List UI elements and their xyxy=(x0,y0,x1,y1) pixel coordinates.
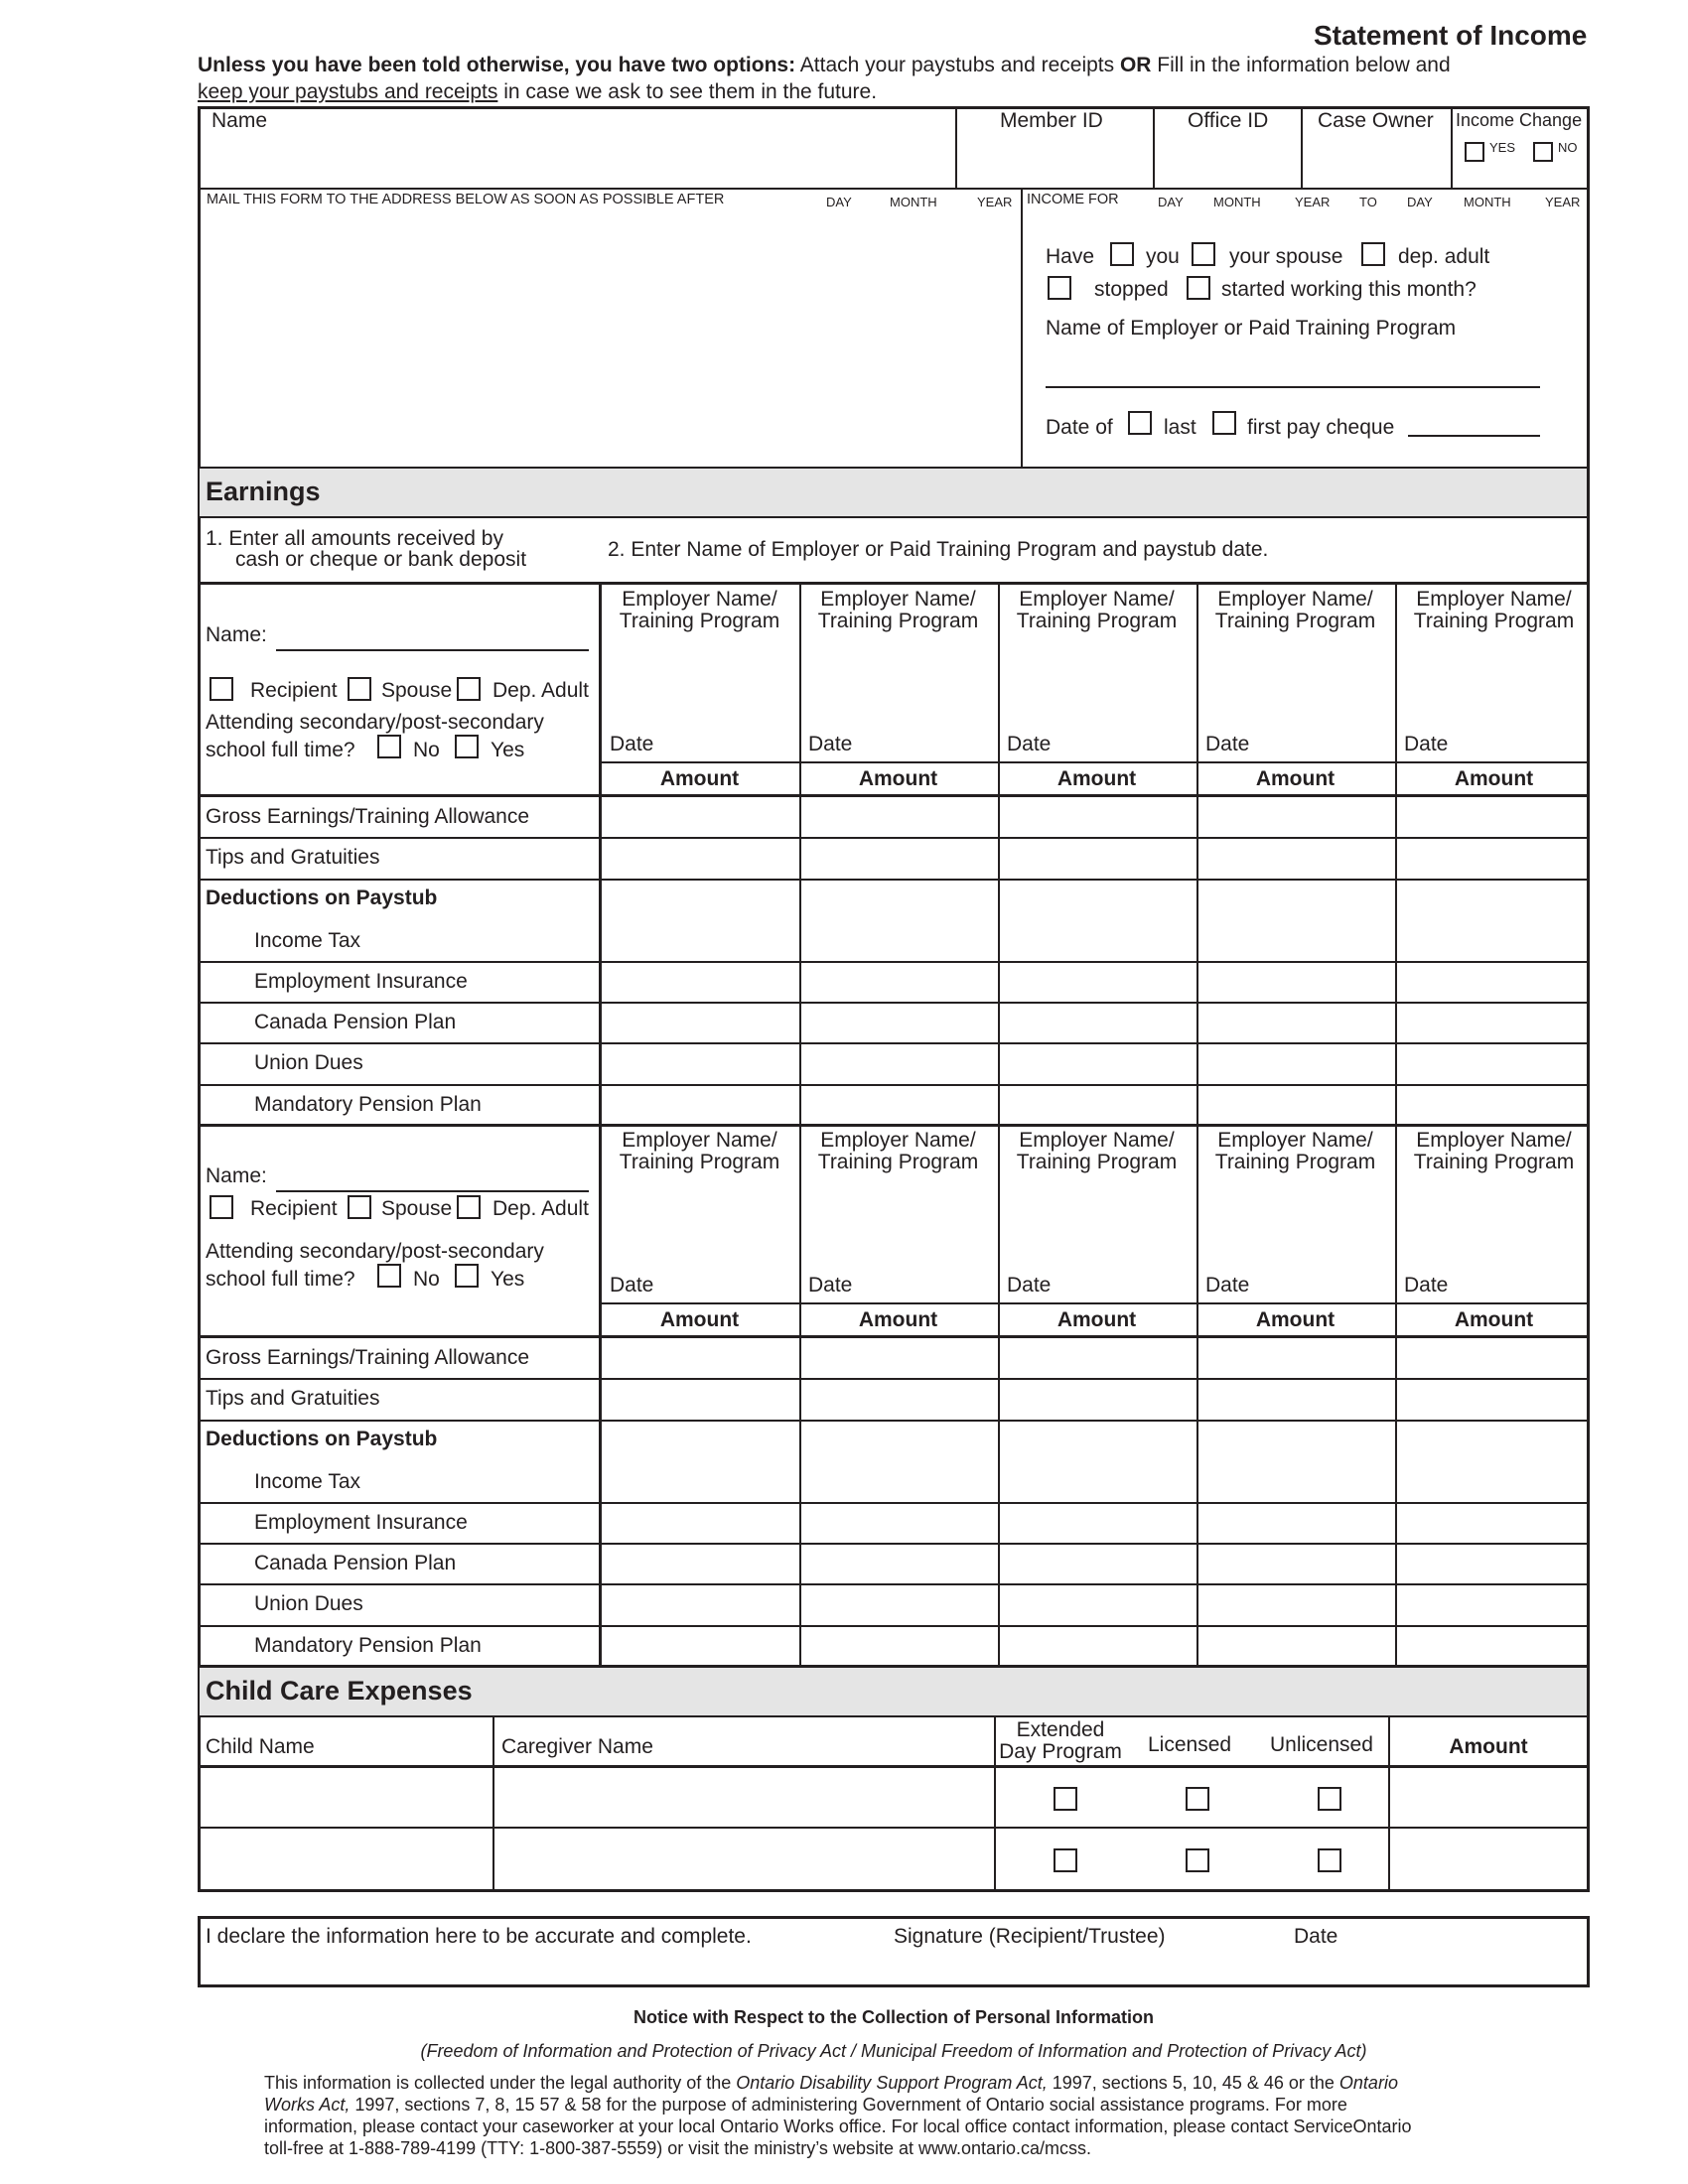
divider-case-income xyxy=(1451,106,1453,190)
block1-gross-earnings-amount-1[interactable] xyxy=(604,799,792,836)
block1-date-label-4: Date xyxy=(1205,733,1250,755)
block1-employer-name-field-2[interactable] xyxy=(802,635,990,691)
block2-employer-header-3-line1: Employer Name/ xyxy=(1019,1129,1175,1152)
block2-employer-header-4-line1: Employer Name/ xyxy=(1217,1129,1373,1152)
mail-year-label: YEAR xyxy=(977,195,1013,209)
block1-employer-name-field-1[interactable] xyxy=(604,635,791,691)
block2-employer-name-field-1[interactable] xyxy=(604,1176,791,1232)
block2-attending-no-checkbox[interactable] xyxy=(377,1264,401,1288)
notice-p1c: 1997, sections 5, 10, 45 & 46 or the xyxy=(1047,2073,1339,2093)
block2-union-dues-amount-5[interactable] xyxy=(1398,1586,1587,1623)
child-name-header: Child Name xyxy=(206,1735,315,1758)
pay-cheque-date-line[interactable] xyxy=(1408,435,1540,437)
intro-line2-rest: in case we ask to see them in the future. xyxy=(497,80,878,103)
childcare-bottom xyxy=(198,1889,1590,1892)
block2-employer-header-4-line2: Training Program xyxy=(1214,1151,1376,1173)
block1-dep-adult-label: Dep. Adult xyxy=(492,679,589,702)
block2-recipient-label: Recipient xyxy=(250,1197,338,1220)
intro-rest-1: Attach your paystubs and receipts xyxy=(795,54,1120,76)
income-for-month-label: MONTH xyxy=(1213,195,1261,209)
block1-employer-header-5-line1: Employer Name/ xyxy=(1416,588,1572,611)
office-id-label: Office ID xyxy=(1188,109,1269,132)
block2-amount-header-5: Amount xyxy=(1454,1308,1534,1331)
block2-tips-gratuities-amount-5[interactable] xyxy=(1398,1381,1587,1418)
block1-canada-pension-plan-amount-1[interactable] xyxy=(604,1005,792,1041)
block2-name-label: Name: xyxy=(206,1164,267,1187)
block2-spouse-checkbox[interactable] xyxy=(348,1195,371,1219)
block2-deductions-on-paystub-label: Deductions on Paystub xyxy=(206,1428,438,1450)
block1-bottom-line xyxy=(198,1124,1590,1127)
block1-employer-header-4-line1: Employer Name/ xyxy=(1217,588,1373,611)
stopped-label: stopped xyxy=(1094,278,1169,301)
block1-date-label-5: Date xyxy=(1404,733,1449,755)
block2-canada-pension-plan-amount-4[interactable] xyxy=(1199,1546,1388,1582)
block1-attending-yes-label: Yes xyxy=(491,739,525,761)
block2-date-field-1[interactable] xyxy=(660,1268,790,1297)
signature-label: Signature (Recipient/Trustee) xyxy=(894,1925,1166,1948)
income-for-to-label: TO xyxy=(1359,195,1377,209)
mail-month-label: MONTH xyxy=(890,195,937,209)
first-pay-checkbox[interactable] xyxy=(1212,411,1236,435)
block2-employment-insurance-label: Employment Insurance xyxy=(254,1511,468,1534)
block1-gross-earnings-row-bottom xyxy=(198,837,1590,839)
block2-income-tax-amount-1[interactable] xyxy=(604,1463,792,1500)
block2-canada-pension-plan-amount-2[interactable] xyxy=(802,1546,991,1582)
intro-bold: Unless you have been told otherwise, you have two options: xyxy=(198,54,796,76)
name-label: Name xyxy=(211,109,268,132)
block2-amount-header-2: Amount xyxy=(858,1308,938,1331)
block1-union-dues-amount-2[interactable] xyxy=(802,1045,991,1082)
block2-employer-name-field-5[interactable] xyxy=(1398,1176,1586,1232)
block1-employer-header-2-line1: Employer Name/ xyxy=(820,588,976,611)
block1-date-label-3: Date xyxy=(1007,733,1052,755)
block1-employment-insurance-amount-2[interactable] xyxy=(802,964,991,1001)
earnings-instructions-bottom xyxy=(198,582,1590,585)
block1-gross-earnings-amount-5[interactable] xyxy=(1398,799,1587,836)
block1-union-dues-amount-4[interactable] xyxy=(1199,1045,1388,1082)
block2-gross-earnings-amount-1[interactable] xyxy=(604,1340,792,1377)
intro-line-1 xyxy=(198,54,1451,77)
block1-income-tax-row-bottom xyxy=(198,961,1590,963)
block1-employer-name-field-4[interactable] xyxy=(1199,635,1387,691)
income-for-day-label: DAY xyxy=(1158,195,1184,209)
unlicensed-checkbox-1[interactable] xyxy=(1318,1787,1341,1811)
block1-employer-header-1-line1: Employer Name/ xyxy=(622,588,777,611)
block1-income-tax-amount-4[interactable] xyxy=(1199,922,1388,959)
block2-tips-gratuities-row-bottom xyxy=(198,1420,1590,1422)
notice-line-4: toll-free at 1-888-789-4199 (TTY: 1-800-387-5559) or visit the ministry’s website at www.ontario.ca/mcss. xyxy=(264,2138,1092,2158)
last-label: last xyxy=(1164,416,1196,439)
date-of-label: Date of xyxy=(1046,416,1113,439)
income-change-yes-checkbox[interactable] xyxy=(1465,142,1484,162)
block1-date-field-5[interactable] xyxy=(1455,727,1585,756)
employer-name-line[interactable] xyxy=(1046,386,1540,388)
block2-attending-yes-checkbox[interactable] xyxy=(455,1264,479,1288)
block2-tips-gratuities-amount-4[interactable] xyxy=(1199,1381,1388,1418)
id-row-bottom xyxy=(198,188,1590,190)
block2-employment-insurance-amount-3[interactable] xyxy=(1001,1505,1190,1542)
block2-income-tax-row-bottom xyxy=(198,1502,1590,1504)
block1-canada-pension-plan-label: Canada Pension Plan xyxy=(254,1011,457,1033)
notice-p1a: This information is collected under the legal authority of the xyxy=(264,2073,737,2093)
block1-employer-header-5-line2: Training Program xyxy=(1413,610,1575,632)
block1-recipient-checkbox[interactable] xyxy=(210,677,233,701)
block2-employer-header-5-line2: Training Program xyxy=(1413,1151,1575,1173)
block1-tips-gratuities-amount-4[interactable] xyxy=(1199,840,1388,877)
earnings-instruction-1a: 1. Enter all amounts received by xyxy=(206,527,503,550)
block2-amount-header-1: Amount xyxy=(659,1308,740,1331)
block1-amount-header-5: Amount xyxy=(1454,767,1534,790)
block2-date-field-2[interactable] xyxy=(859,1268,989,1297)
declaration-text: I declare the information here to be accurate and complete. xyxy=(206,1925,752,1948)
block2-union-dues-label: Union Dues xyxy=(254,1592,363,1615)
have-spouse-checkbox[interactable] xyxy=(1192,242,1215,266)
block2-date-label-3: Date xyxy=(1007,1274,1052,1297)
block2-union-dues-amount-2[interactable] xyxy=(802,1586,991,1623)
last-pay-checkbox[interactable] xyxy=(1128,411,1152,435)
block1-canada-pension-plan-amount-5[interactable] xyxy=(1398,1005,1587,1041)
block1-date-field-2[interactable] xyxy=(859,727,989,756)
block2-income-tax-amount-4[interactable] xyxy=(1199,1463,1388,1500)
block1-amount-header-4: Amount xyxy=(1255,767,1336,790)
block2-dep-adult-checkbox[interactable] xyxy=(457,1195,481,1219)
extended-day-checkbox-2[interactable] xyxy=(1054,1848,1077,1872)
block2-mandatory-pension-plan-amount-5[interactable] xyxy=(1398,1628,1587,1665)
income-change-yes-label: YES xyxy=(1489,140,1516,155)
block2-tips-gratuities-label: Tips and Gratuities xyxy=(206,1387,380,1410)
block2-amount-row-line xyxy=(198,1335,1590,1338)
notice-p1d: Ontario xyxy=(1338,2073,1398,2093)
block2-date-label-4: Date xyxy=(1205,1274,1250,1297)
childcare-band-bottom xyxy=(198,1715,1590,1717)
divider-mail-income xyxy=(1021,188,1023,469)
childcare-row-divider xyxy=(198,1827,1590,1829)
caregiver-name-field-2[interactable] xyxy=(495,1830,993,1887)
block1-employment-insurance-amount-5[interactable] xyxy=(1398,964,1587,1001)
block2-income-tax-amount-3[interactable] xyxy=(1001,1463,1190,1500)
income-for-day2-label: DAY xyxy=(1407,195,1433,209)
block2-amount-header-4: Amount xyxy=(1255,1308,1336,1331)
have-you-label: you xyxy=(1146,245,1180,268)
block2-gross-earnings-amount-3[interactable] xyxy=(1001,1340,1190,1377)
block1-amount-header-1: Amount xyxy=(659,767,740,790)
block2-employment-insurance-row-bottom xyxy=(198,1543,1590,1545)
licensed-checkbox-2[interactable] xyxy=(1186,1848,1209,1872)
block1-canada-pension-plan-amount-2[interactable] xyxy=(802,1005,991,1041)
signature-field[interactable] xyxy=(889,1950,1266,1983)
block1-date-field-4[interactable] xyxy=(1256,727,1386,756)
unlicensed-checkbox-2[interactable] xyxy=(1318,1848,1341,1872)
block2-employer-header-2-line1: Employer Name/ xyxy=(820,1129,976,1152)
block1-employer-name-field-5[interactable] xyxy=(1398,635,1586,691)
block1-employer-header-3-line2: Training Program xyxy=(1016,610,1178,632)
block2-mandatory-pension-plan-amount-2[interactable] xyxy=(802,1628,991,1665)
block1-employment-insurance-amount-3[interactable] xyxy=(1001,964,1190,1001)
block1-income-tax-amount-3[interactable] xyxy=(1001,922,1190,959)
block1-employer-header-4-line2: Training Program xyxy=(1214,610,1376,632)
block1-attending-no-checkbox[interactable] xyxy=(377,735,401,758)
block2-date-row-line xyxy=(601,1302,1590,1304)
block1-income-tax-amount-1[interactable] xyxy=(604,922,792,959)
extended-day-header-1: Extended xyxy=(1016,1718,1105,1741)
block1-date-field-3[interactable] xyxy=(1057,727,1188,756)
office-id-field[interactable] xyxy=(1155,135,1300,187)
licensed-checkbox-1[interactable] xyxy=(1186,1787,1209,1811)
income-for-year2-label: YEAR xyxy=(1545,195,1581,209)
block1-attending-yes-checkbox[interactable] xyxy=(455,735,479,758)
block1-tips-gratuities-amount-2[interactable] xyxy=(802,840,991,877)
block1-mandatory-pension-plan-label: Mandatory Pension Plan xyxy=(254,1093,482,1116)
block2-canada-pension-plan-amount-1[interactable] xyxy=(604,1546,792,1582)
declaration-date-label: Date xyxy=(1294,1925,1338,1948)
block2-name-line[interactable] xyxy=(276,1190,589,1192)
block2-employer-header-2-line2: Training Program xyxy=(817,1151,979,1173)
income-for-month2-label: MONTH xyxy=(1464,195,1511,209)
block2-date-field-3[interactable] xyxy=(1057,1268,1188,1297)
licensed-header: Licensed xyxy=(1148,1733,1232,1756)
block2-tips-gratuities-amount-3[interactable] xyxy=(1001,1381,1190,1418)
extended-day-header-2: Day Program xyxy=(999,1740,1122,1763)
started-checkbox[interactable] xyxy=(1187,276,1210,300)
case-owner-field[interactable] xyxy=(1303,135,1450,187)
block1-mandatory-pension-plan-amount-2[interactable] xyxy=(802,1087,991,1124)
block1-gross-earnings-label: Gross Earnings/Training Allowance xyxy=(206,805,530,828)
block2-income-tax-amount-5[interactable] xyxy=(1398,1463,1587,1500)
stopped-checkbox[interactable] xyxy=(1048,276,1071,300)
block2-dep-adult-label: Dep. Adult xyxy=(492,1197,589,1220)
block2-canada-pension-plan-row-bottom xyxy=(198,1583,1590,1585)
block1-amount-header-3: Amount xyxy=(1056,767,1137,790)
childcare-heading: Child Care Expenses xyxy=(206,1676,473,1706)
declaration-date-field[interactable] xyxy=(1289,1950,1577,1983)
block1-income-tax-label: Income Tax xyxy=(254,929,360,952)
block1-name-label: Name: xyxy=(206,623,267,646)
block2-gross-earnings-row-bottom xyxy=(198,1378,1590,1380)
notice-p2b: 1997, sections 7, 8, 15 57 & 58 for the purpose of administering Government of Ontario social assistance programs. For more xyxy=(350,2095,1347,2115)
block2-mandatory-pension-plan-amount-4[interactable] xyxy=(1199,1628,1388,1665)
childcare-divider-caregiver xyxy=(994,1715,996,1892)
childcare-amount-header: Amount xyxy=(1449,1735,1528,1758)
childcare-amount-field-1[interactable] xyxy=(1391,1768,1586,1826)
block2-gross-earnings-amount-4[interactable] xyxy=(1199,1340,1388,1377)
childcare-divider-child xyxy=(492,1715,494,1892)
block2-tips-gratuities-amount-2[interactable] xyxy=(802,1381,991,1418)
block1-attending-label-2: school full time? xyxy=(206,739,355,761)
block1-name-line[interactable] xyxy=(276,649,589,651)
block1-spouse-checkbox[interactable] xyxy=(348,677,371,701)
block2-employer-header-1-line1: Employer Name/ xyxy=(622,1129,777,1152)
block2-attending-label-2: school full time? xyxy=(206,1268,355,1291)
block2-canada-pension-plan-amount-3[interactable] xyxy=(1001,1546,1190,1582)
block1-employment-insurance-amount-1[interactable] xyxy=(604,964,792,1001)
mail-day-label: DAY xyxy=(826,195,852,209)
started-label: started working this month? xyxy=(1221,278,1477,301)
block2-attending-label-1: Attending secondary/post-secondary xyxy=(206,1240,544,1263)
block2-employer-header-3-line2: Training Program xyxy=(1016,1151,1178,1173)
block2-date-field-5[interactable] xyxy=(1455,1268,1585,1297)
notice-p2a: Works Act, xyxy=(264,2095,351,2115)
member-id-label: Member ID xyxy=(1000,109,1103,132)
block1-employer-header-2-line2: Training Program xyxy=(817,610,979,632)
notice-subtitle: (Freedom of Information and Protection of Privacy Act / Municipal Freedom of Information and Protection of Privacy Act) xyxy=(420,2041,1367,2061)
block2-date-label-2: Date xyxy=(808,1274,853,1297)
block1-canada-pension-plan-row-bottom xyxy=(198,1042,1590,1044)
block1-gross-earnings-amount-4[interactable] xyxy=(1199,799,1388,836)
child-name-field-2[interactable] xyxy=(201,1830,492,1887)
block2-attending-no-label: No xyxy=(413,1268,440,1291)
block2-employment-insurance-amount-2[interactable] xyxy=(802,1505,991,1542)
block1-employer-name-field-3[interactable] xyxy=(1001,635,1189,691)
block2-mandatory-pension-plan-amount-1[interactable] xyxy=(604,1628,792,1665)
earnings-band xyxy=(200,469,1587,516)
block1-union-dues-amount-5[interactable] xyxy=(1398,1045,1587,1082)
block2-union-dues-amount-4[interactable] xyxy=(1199,1586,1388,1623)
case-owner-label: Case Owner xyxy=(1318,109,1434,132)
block2-union-dues-row-bottom xyxy=(198,1625,1590,1627)
form-title: Statement of Income xyxy=(1314,20,1588,51)
block1-date-row-line xyxy=(601,761,1590,763)
block2-employment-insurance-amount-4[interactable] xyxy=(1199,1505,1388,1542)
block1-deductions-on-paystub-label: Deductions on Paystub xyxy=(206,887,438,909)
block1-union-dues-amount-1[interactable] xyxy=(604,1045,792,1082)
block1-mandatory-pension-plan-amount-3[interactable] xyxy=(1001,1087,1190,1124)
earnings-heading: Earnings xyxy=(206,477,321,506)
block2-date-label-1: Date xyxy=(610,1274,654,1297)
block2-recipient-checkbox[interactable] xyxy=(210,1195,233,1219)
block1-tips-gratuities-row-bottom xyxy=(198,879,1590,881)
first-pay-label: first pay cheque xyxy=(1247,416,1395,439)
child-name-field-1[interactable] xyxy=(201,1768,492,1826)
block2-date-field-4[interactable] xyxy=(1256,1268,1386,1297)
block1-tips-gratuities-amount-1[interactable] xyxy=(604,840,792,877)
block1-amount-row-line xyxy=(198,794,1590,797)
block2-date-label-5: Date xyxy=(1404,1274,1449,1297)
block1-tips-gratuities-amount-5[interactable] xyxy=(1398,840,1587,877)
notice-title: Notice with Respect to the Collection of Personal Information xyxy=(633,2007,1155,2027)
income-for-year-label: YEAR xyxy=(1295,195,1331,209)
block2-employer-header-1-line2: Training Program xyxy=(619,1151,780,1173)
block1-union-dues-row-bottom xyxy=(198,1084,1590,1086)
employer-name-label: Name of Employer or Paid Training Program xyxy=(1046,317,1457,340)
block2-spouse-label: Spouse xyxy=(381,1197,453,1220)
unlicensed-header: Unlicensed xyxy=(1270,1733,1373,1756)
intro-underlined: keep your paystubs and receipts xyxy=(198,80,498,103)
block2-income-tax-label: Income Tax xyxy=(254,1470,360,1493)
block1-spouse-label: Spouse xyxy=(381,679,453,702)
block1-canada-pension-plan-amount-4[interactable] xyxy=(1199,1005,1388,1041)
block2-attending-yes-label: Yes xyxy=(491,1268,525,1291)
block1-attending-no-label: No xyxy=(413,739,440,761)
have-dep-adult-label: dep. adult xyxy=(1398,245,1490,268)
block2-mandatory-pension-plan-label: Mandatory Pension Plan xyxy=(254,1634,482,1657)
have-dep-adult-checkbox[interactable] xyxy=(1361,242,1385,266)
block1-date-label-2: Date xyxy=(808,733,853,755)
block2-tips-gratuities-amount-1[interactable] xyxy=(604,1381,792,1418)
earnings-instruction-1b: cash or cheque or bank deposit xyxy=(235,548,527,571)
earnings-instruction-2: 2. Enter Name of Employer or Paid Training Program and paystub date. xyxy=(608,538,1269,561)
intro-or: OR xyxy=(1119,54,1152,76)
extended-day-checkbox-1[interactable] xyxy=(1054,1787,1077,1811)
intro-rest-2: Fill in the information below and xyxy=(1151,54,1451,76)
block1-date-label-1: Date xyxy=(610,733,654,755)
have-you-checkbox[interactable] xyxy=(1110,242,1134,266)
childcare-amount-field-2[interactable] xyxy=(1391,1830,1586,1887)
block1-attending-label-1: Attending secondary/post-secondary xyxy=(206,711,544,734)
block2-income-tax-amount-2[interactable] xyxy=(802,1463,991,1500)
block1-employer-header-1-line2: Training Program xyxy=(619,610,780,632)
mail-instruction: MAIL THIS FORM TO THE ADDRESS BELOW AS SOON AS POSSIBLE AFTER xyxy=(207,192,725,207)
notice-line-3: information, please contact your caseworker at your local Ontario Works office. For local office contact information, please contact ServiceOntario xyxy=(264,2116,1412,2136)
block1-gross-earnings-amount-3[interactable] xyxy=(1001,799,1190,836)
block2-union-dues-amount-3[interactable] xyxy=(1001,1586,1190,1623)
block2-canada-pension-plan-amount-5[interactable] xyxy=(1398,1546,1587,1582)
block2-union-dues-amount-1[interactable] xyxy=(604,1586,792,1623)
mail-address-area[interactable] xyxy=(204,212,1018,467)
block2-employer-name-field-2[interactable] xyxy=(802,1176,990,1232)
notice-line-1 xyxy=(264,2072,1398,2094)
block1-mandatory-pension-plan-amount-1[interactable] xyxy=(604,1087,792,1124)
block1-amount-header-2: Amount xyxy=(858,767,938,790)
caregiver-name-header: Caregiver Name xyxy=(501,1735,653,1758)
block2-mandatory-pension-plan-amount-3[interactable] xyxy=(1001,1628,1190,1665)
childcare-divider-amount xyxy=(1388,1715,1390,1892)
block1-date-field-1[interactable] xyxy=(660,727,790,756)
block1-dep-adult-checkbox[interactable] xyxy=(457,677,481,701)
intro-line-2 xyxy=(198,80,877,104)
block2-employer-name-field-4[interactable] xyxy=(1199,1176,1387,1232)
member-id-field[interactable] xyxy=(957,135,1152,187)
block1-employment-insurance-label: Employment Insurance xyxy=(254,970,468,993)
block1-canada-pension-plan-amount-3[interactable] xyxy=(1001,1005,1190,1041)
block1-employment-insurance-amount-4[interactable] xyxy=(1199,964,1388,1001)
block1-mandatory-pension-plan-amount-5[interactable] xyxy=(1398,1087,1587,1124)
have-label: Have xyxy=(1046,245,1095,268)
block1-recipient-label: Recipient xyxy=(250,679,338,702)
name-field[interactable] xyxy=(201,135,955,187)
block1-employer-header-3-line1: Employer Name/ xyxy=(1019,588,1175,611)
block2-canada-pension-plan-label: Canada Pension Plan xyxy=(254,1552,457,1574)
block1-employment-insurance-row-bottom xyxy=(198,1002,1590,1004)
block2-employment-insurance-amount-5[interactable] xyxy=(1398,1505,1587,1542)
block1-tips-gratuities-amount-3[interactable] xyxy=(1001,840,1190,877)
block1-mandatory-pension-plan-amount-4[interactable] xyxy=(1199,1087,1388,1124)
block2-employer-name-field-3[interactable] xyxy=(1001,1176,1189,1232)
earnings-band-bottom xyxy=(198,516,1590,518)
income-change-label: Income Change xyxy=(1456,110,1583,130)
block2-gross-earnings-amount-5[interactable] xyxy=(1398,1340,1587,1377)
block2-gross-earnings-amount-2[interactable] xyxy=(802,1340,991,1377)
block2-employment-insurance-amount-1[interactable] xyxy=(604,1505,792,1542)
income-change-no-label: NO xyxy=(1558,140,1578,155)
notice-p1b: Ontario Disability Support Program Act, xyxy=(736,2073,1048,2093)
block2-amount-header-3: Amount xyxy=(1056,1308,1137,1331)
caregiver-name-field-1[interactable] xyxy=(495,1768,993,1826)
block1-tips-gratuities-label: Tips and Gratuities xyxy=(206,846,380,869)
block1-income-tax-amount-5[interactable] xyxy=(1398,922,1587,959)
have-spouse-label: your spouse xyxy=(1229,245,1343,268)
block2-gross-earnings-label: Gross Earnings/Training Allowance xyxy=(206,1346,530,1369)
income-change-no-checkbox[interactable] xyxy=(1533,142,1553,162)
notice-line-2 xyxy=(264,2094,1347,2116)
block1-union-dues-amount-3[interactable] xyxy=(1001,1045,1190,1082)
block1-income-tax-amount-2[interactable] xyxy=(802,922,991,959)
income-for-label: INCOME FOR xyxy=(1027,192,1119,207)
block2-employer-header-5-line1: Employer Name/ xyxy=(1416,1129,1572,1152)
block1-union-dues-label: Union Dues xyxy=(254,1051,363,1074)
block1-gross-earnings-amount-2[interactable] xyxy=(802,799,991,836)
